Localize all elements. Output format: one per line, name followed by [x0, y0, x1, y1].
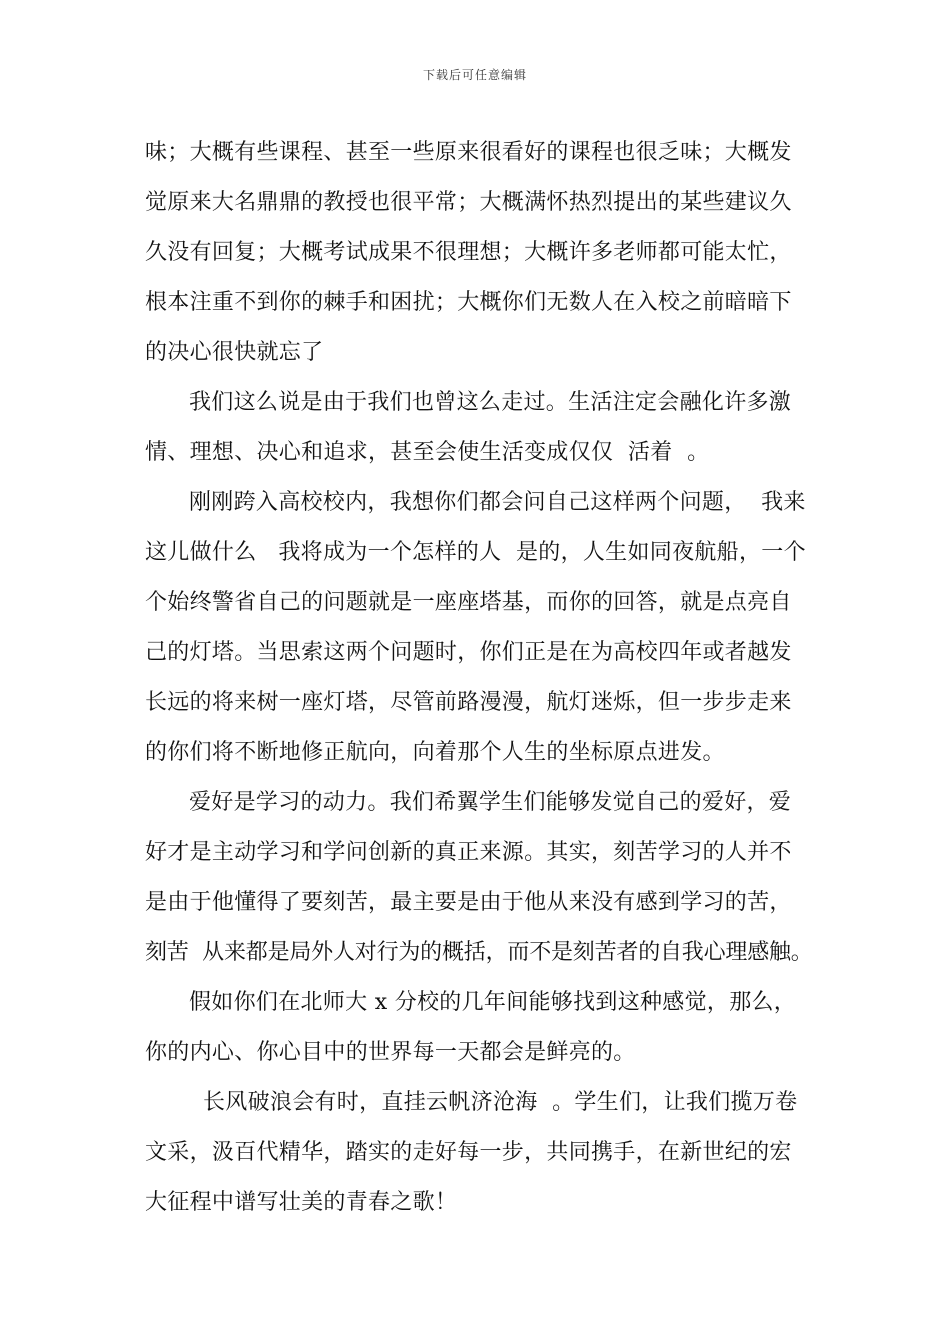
text-line: 长风破浪会有时，直挂云帆济沧海 。学生们，让我们揽万卷 [203, 1090, 798, 1115]
text-line: 情、理想、决心和追求，甚至会使生活变成仅仅 活着 。 [145, 440, 710, 465]
text-line: 刚刚跨入高校校内，我想你们都会问自己这样两个问题， 我来 [189, 490, 806, 515]
text-line: 大征程中谱写壮美的青春之歌！ [145, 1190, 458, 1215]
text-line: 爱好是学习的动力。我们希翼学生们能够发觉自己的爱好，爱 [189, 790, 792, 815]
text-line: 己的灯塔。当思索这两个问题时，你们正是在为高校四年或者越发 [145, 640, 792, 665]
text-line: 觉原来大名鼎鼎的教授也很平常；大概满怀热烈提出的某些建议久 [145, 190, 792, 215]
text-line: 是由于他懂得了要刻苦，最主要是由于他从来没有感到学习的苦， [145, 890, 792, 915]
text-line: 这儿做什么 我将成为一个怎样的人 是的，人生如同夜航船，一个 [145, 540, 806, 565]
text-line: 味；大概有些课程、甚至一些原来很看好的课程也很乏味；大概发 [145, 140, 792, 165]
text-line: 的你们将不断地修正航向，向着那个人生的坐标原点进发。 [145, 740, 725, 765]
text-line: 假如你们在北师大 x 分校的几年间能够找到这种感觉，那么， [189, 990, 797, 1015]
text-line: 你的内心、你心目中的世界每一天都会是鲜亮的。 [145, 1040, 636, 1065]
document-body [145, 128, 825, 1228]
text-line: 文采，汲百代精华，踏实的走好每一步，共同携手，在新世纪的宏 [145, 1140, 792, 1165]
text-line: 个始终警省自己的问题就是一座座塔基，而你的回答，就是点亮自 [145, 590, 792, 615]
text-line: 根本注重不到你的棘手和困扰；大概你们无数人在入校之前暗暗下 [145, 290, 792, 315]
text-line: 长远的将来树一座灯塔，尽管前路漫漫，航灯迷烁，但一步步走来 [145, 690, 792, 715]
text-line: 刻苦 从来都是局外人对行为的概括，而不是刻苦者的自我心理感触。 [145, 940, 813, 965]
page-header: 下载后可任意编辑 [422, 68, 527, 82]
text-line: 我们这么说是由于我们也曾这么走过。生活注定会融化许多激 [189, 390, 792, 415]
text-line: 好才是主动学习和学问创新的真正来源。其实，刻苦学习的人并不 [145, 840, 792, 865]
text-line: 久没有回复；大概考试成果不很理想；大概许多老师都可能太忙， [145, 240, 792, 265]
text-line: 的决心很快就忘了 [145, 340, 324, 365]
